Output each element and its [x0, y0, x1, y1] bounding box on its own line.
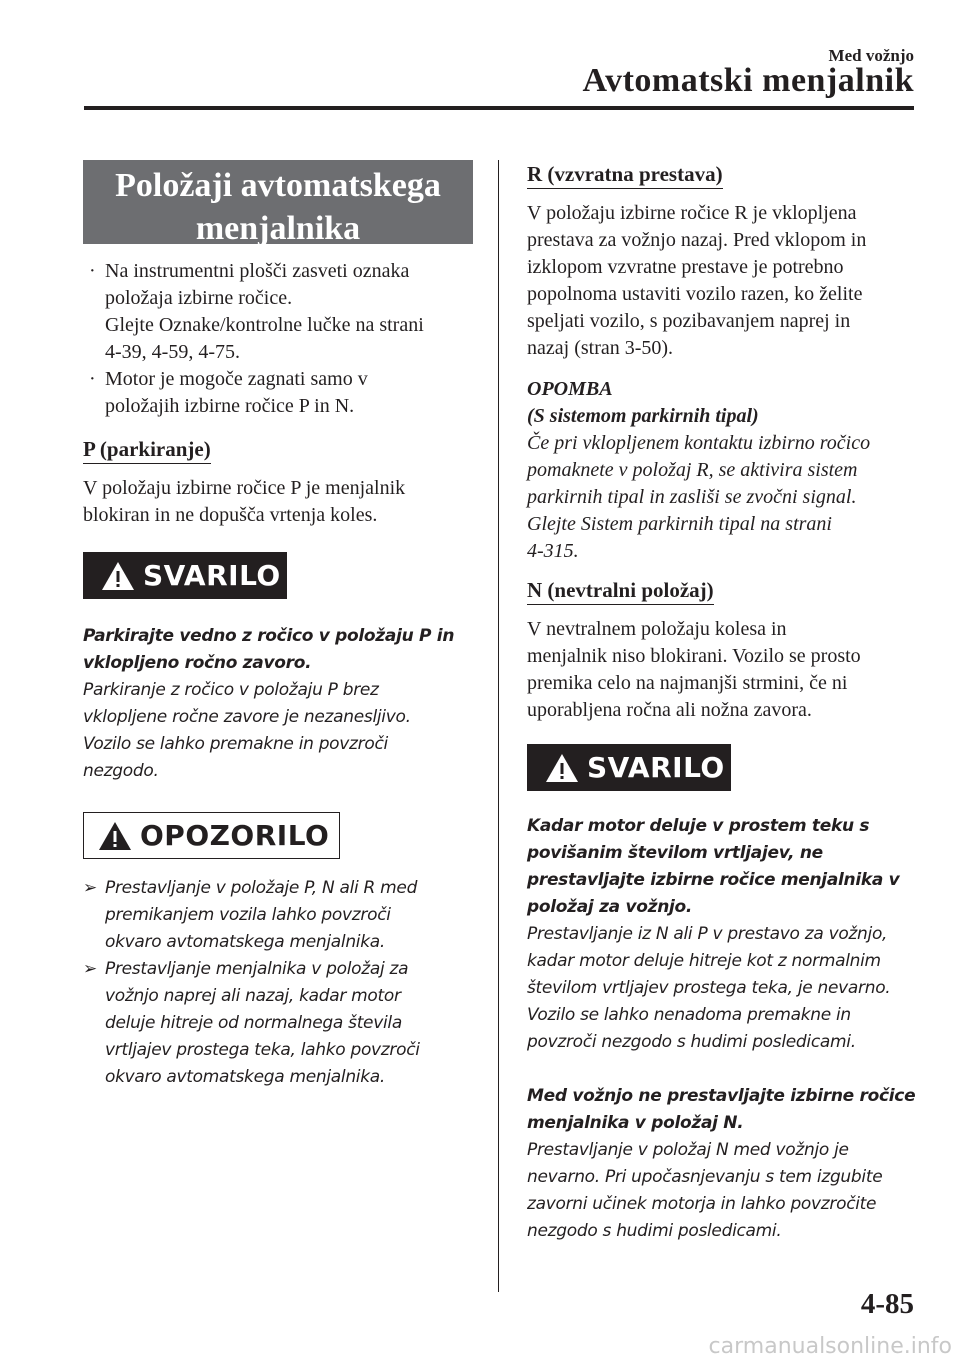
warning-triangle-icon — [101, 561, 135, 591]
warning-badge — [83, 812, 340, 859]
warning-line: okvaro avtomatskega menjalnika. — [105, 1067, 385, 1087]
note-line: parkirnih tipal in zasliši se zvočni signal. — [527, 486, 857, 508]
bullet-item — [83, 258, 473, 366]
caution-line: Vozilo se lahko nenadoma premakne in — [527, 1005, 851, 1025]
note-subtitle: (S sistemom parkirnih tipal) — [527, 405, 759, 427]
warning-line: premikanjem vozila lahko povzroči — [105, 905, 391, 925]
caution-line: kadar motor deluje hitreje kot z normalnim — [527, 951, 881, 971]
warning-list — [83, 875, 473, 1091]
caution-line: zavorni učinek motorja in lahko povzročite — [527, 1194, 877, 1214]
watermark: carmanualsonline.info — [708, 1334, 952, 1359]
caution-bold-line: povišanim številom vrtljajev, ne — [527, 843, 823, 863]
bullet-dot: · — [89, 260, 96, 282]
warning-item — [83, 875, 473, 956]
caution-bold-line: menjalnika v položaj N. — [527, 1113, 744, 1133]
text-line: blokiran in ne dopušča vrtenja koles. — [83, 504, 378, 526]
caution-line: povzroči nezgodo s hudimi posledicami. — [527, 1032, 856, 1052]
caution-label: SVARILO — [587, 751, 725, 784]
neutral-heading: N (nevtralni položaj) — [527, 578, 714, 605]
arrow-bullet-icon: ➢ — [83, 959, 97, 979]
caution-line: Vozilo se lahko premakne in povzroči — [83, 734, 388, 754]
text-line: V nevtralnem položaju kolesa in — [527, 618, 787, 640]
bullet-line: Glejte Oznake/kontrolne lučke na strani — [105, 314, 424, 336]
arrow-bullet-icon: ➢ — [83, 878, 97, 898]
caution-bold-line: Parkirajte vedno z ročico v položaju P in — [83, 626, 455, 646]
bullet-item — [83, 366, 473, 420]
caution-bold-line: Med vožnjo ne prestavljajte izbirne ročice — [527, 1086, 916, 1106]
reverse-heading: R (vzvratna prestava) — [527, 162, 723, 189]
section-title-line2: menjalnika — [195, 210, 361, 247]
caution-line: vklopljene ročne zavore je nezanesljivo. — [83, 707, 411, 727]
text-line: V položaju izbirne ročice P je menjalnik — [83, 477, 406, 499]
park-text — [83, 475, 473, 529]
right-column — [527, 160, 919, 1245]
warning-line: Prestavljanje menjalnika v položaj za — [105, 959, 409, 979]
note-label: OPOMBA — [527, 378, 613, 400]
text-line: menjalnik niso blokirani. Vozilo se prosto — [527, 645, 861, 667]
warning-line: vožnjo naprej ali nazaj, kadar motor — [105, 986, 401, 1006]
reverse-text — [527, 200, 919, 362]
page-number: 4-85 — [860, 1288, 914, 1320]
caution-badge — [83, 552, 287, 599]
warning-line: vrtljajev prostega teka, lahko povzroči — [105, 1040, 420, 1060]
text-line: uporabljena ročna ali nožna zavora. — [527, 699, 812, 721]
warning-line: okvaro avtomatskega menjalnika. — [105, 932, 385, 952]
caution-line: Prestavljanje iz N ali P v prestavo za vožnjo, — [527, 924, 888, 944]
caution-line: nevarno. Pri upočasnjevanju s tem izgubite — [527, 1167, 883, 1187]
left-column — [83, 160, 473, 1091]
text-line: nazaj (stran 3-50). — [527, 337, 674, 359]
caution-block-1 — [527, 813, 919, 1056]
caution-line: Prestavljanje v položaj N med vožnjo je — [527, 1140, 849, 1160]
caution-block — [83, 623, 473, 785]
caution-line: Parkiranje z ročico v položaju P brez — [83, 680, 379, 700]
note-block — [527, 376, 919, 565]
bullet-dot: · — [89, 368, 96, 390]
caution-bold-line: Kadar motor deluje v prostem teku s — [527, 816, 870, 836]
text-line: premika celo na najmanjši strmini, če ni — [527, 672, 848, 694]
caution-line: nezgodo. — [83, 761, 159, 781]
warning-line: Prestavljanje v položaje P, N ali R med — [105, 878, 418, 898]
warning-item — [83, 956, 473, 1091]
text-line: prestava za vožnjo nazaj. Pred vklopom in — [527, 229, 867, 251]
note-line: pomaknete v položaj R, se aktivira sistem — [527, 459, 858, 481]
note-line: Če pri vklopljenem kontaktu izbirno ročico — [527, 432, 871, 454]
caution-badge — [527, 744, 731, 791]
warning-triangle-icon — [98, 821, 132, 851]
warning-triangle-icon — [545, 753, 579, 783]
caution-bold-line: vklopljeno ročno zavoro. — [83, 653, 312, 673]
warning-line: deluje hitreje od normalnega števila — [105, 1013, 402, 1033]
warning-label: OPOZORILO — [140, 819, 330, 852]
page-section-title: Avtomatski menjalnik — [582, 62, 914, 99]
caution-label: SVARILO — [143, 559, 281, 592]
neutral-text — [527, 616, 919, 724]
text-line: speljati vozilo, s pozibavanjem naprej in — [527, 310, 851, 332]
caution-bold-line: prestavljajte izbirne ročice menjalnika v — [527, 870, 900, 890]
note-line: 4-315. — [527, 540, 579, 562]
bullet-line: 4-39, 4-59, 4-75. — [105, 341, 240, 363]
caution-line: številom vrtljajev prostega teka, je nevarno. — [527, 978, 891, 998]
intro-bullet-list — [83, 258, 473, 420]
text-line: popolnoma ustaviti vozilo razen, ko želite — [527, 283, 863, 305]
bullet-line: položajih izbirne ročice P in N. — [105, 395, 355, 417]
chapter-label: Med vožnjo — [828, 46, 914, 65]
park-heading: P (parkiranje) — [83, 437, 211, 464]
caution-block-2 — [527, 1083, 919, 1245]
bullet-line: položaja izbirne ročice. — [105, 287, 293, 309]
note-line: Glejte Sistem parkirnih tipal na strani — [527, 513, 832, 535]
text-line: V položaju izbirne ročice R je vklopljena — [527, 202, 857, 224]
section-title-line1: Položaji avtomatskega — [115, 167, 441, 204]
header-rule — [84, 106, 914, 110]
caution-bold-line: položaj za vožnjo. — [527, 897, 693, 917]
caution-line: nezgodo s hudimi posledicami. — [527, 1221, 782, 1241]
column-divider — [498, 160, 499, 1292]
section-title-box — [83, 160, 473, 247]
bullet-line: Motor je mogoče zagnati samo v — [105, 368, 368, 390]
text-line: izklopom vzvratne prestave je potrebno — [527, 256, 844, 278]
bullet-line: Na instrumentni plošči zasveti oznaka — [105, 260, 410, 282]
